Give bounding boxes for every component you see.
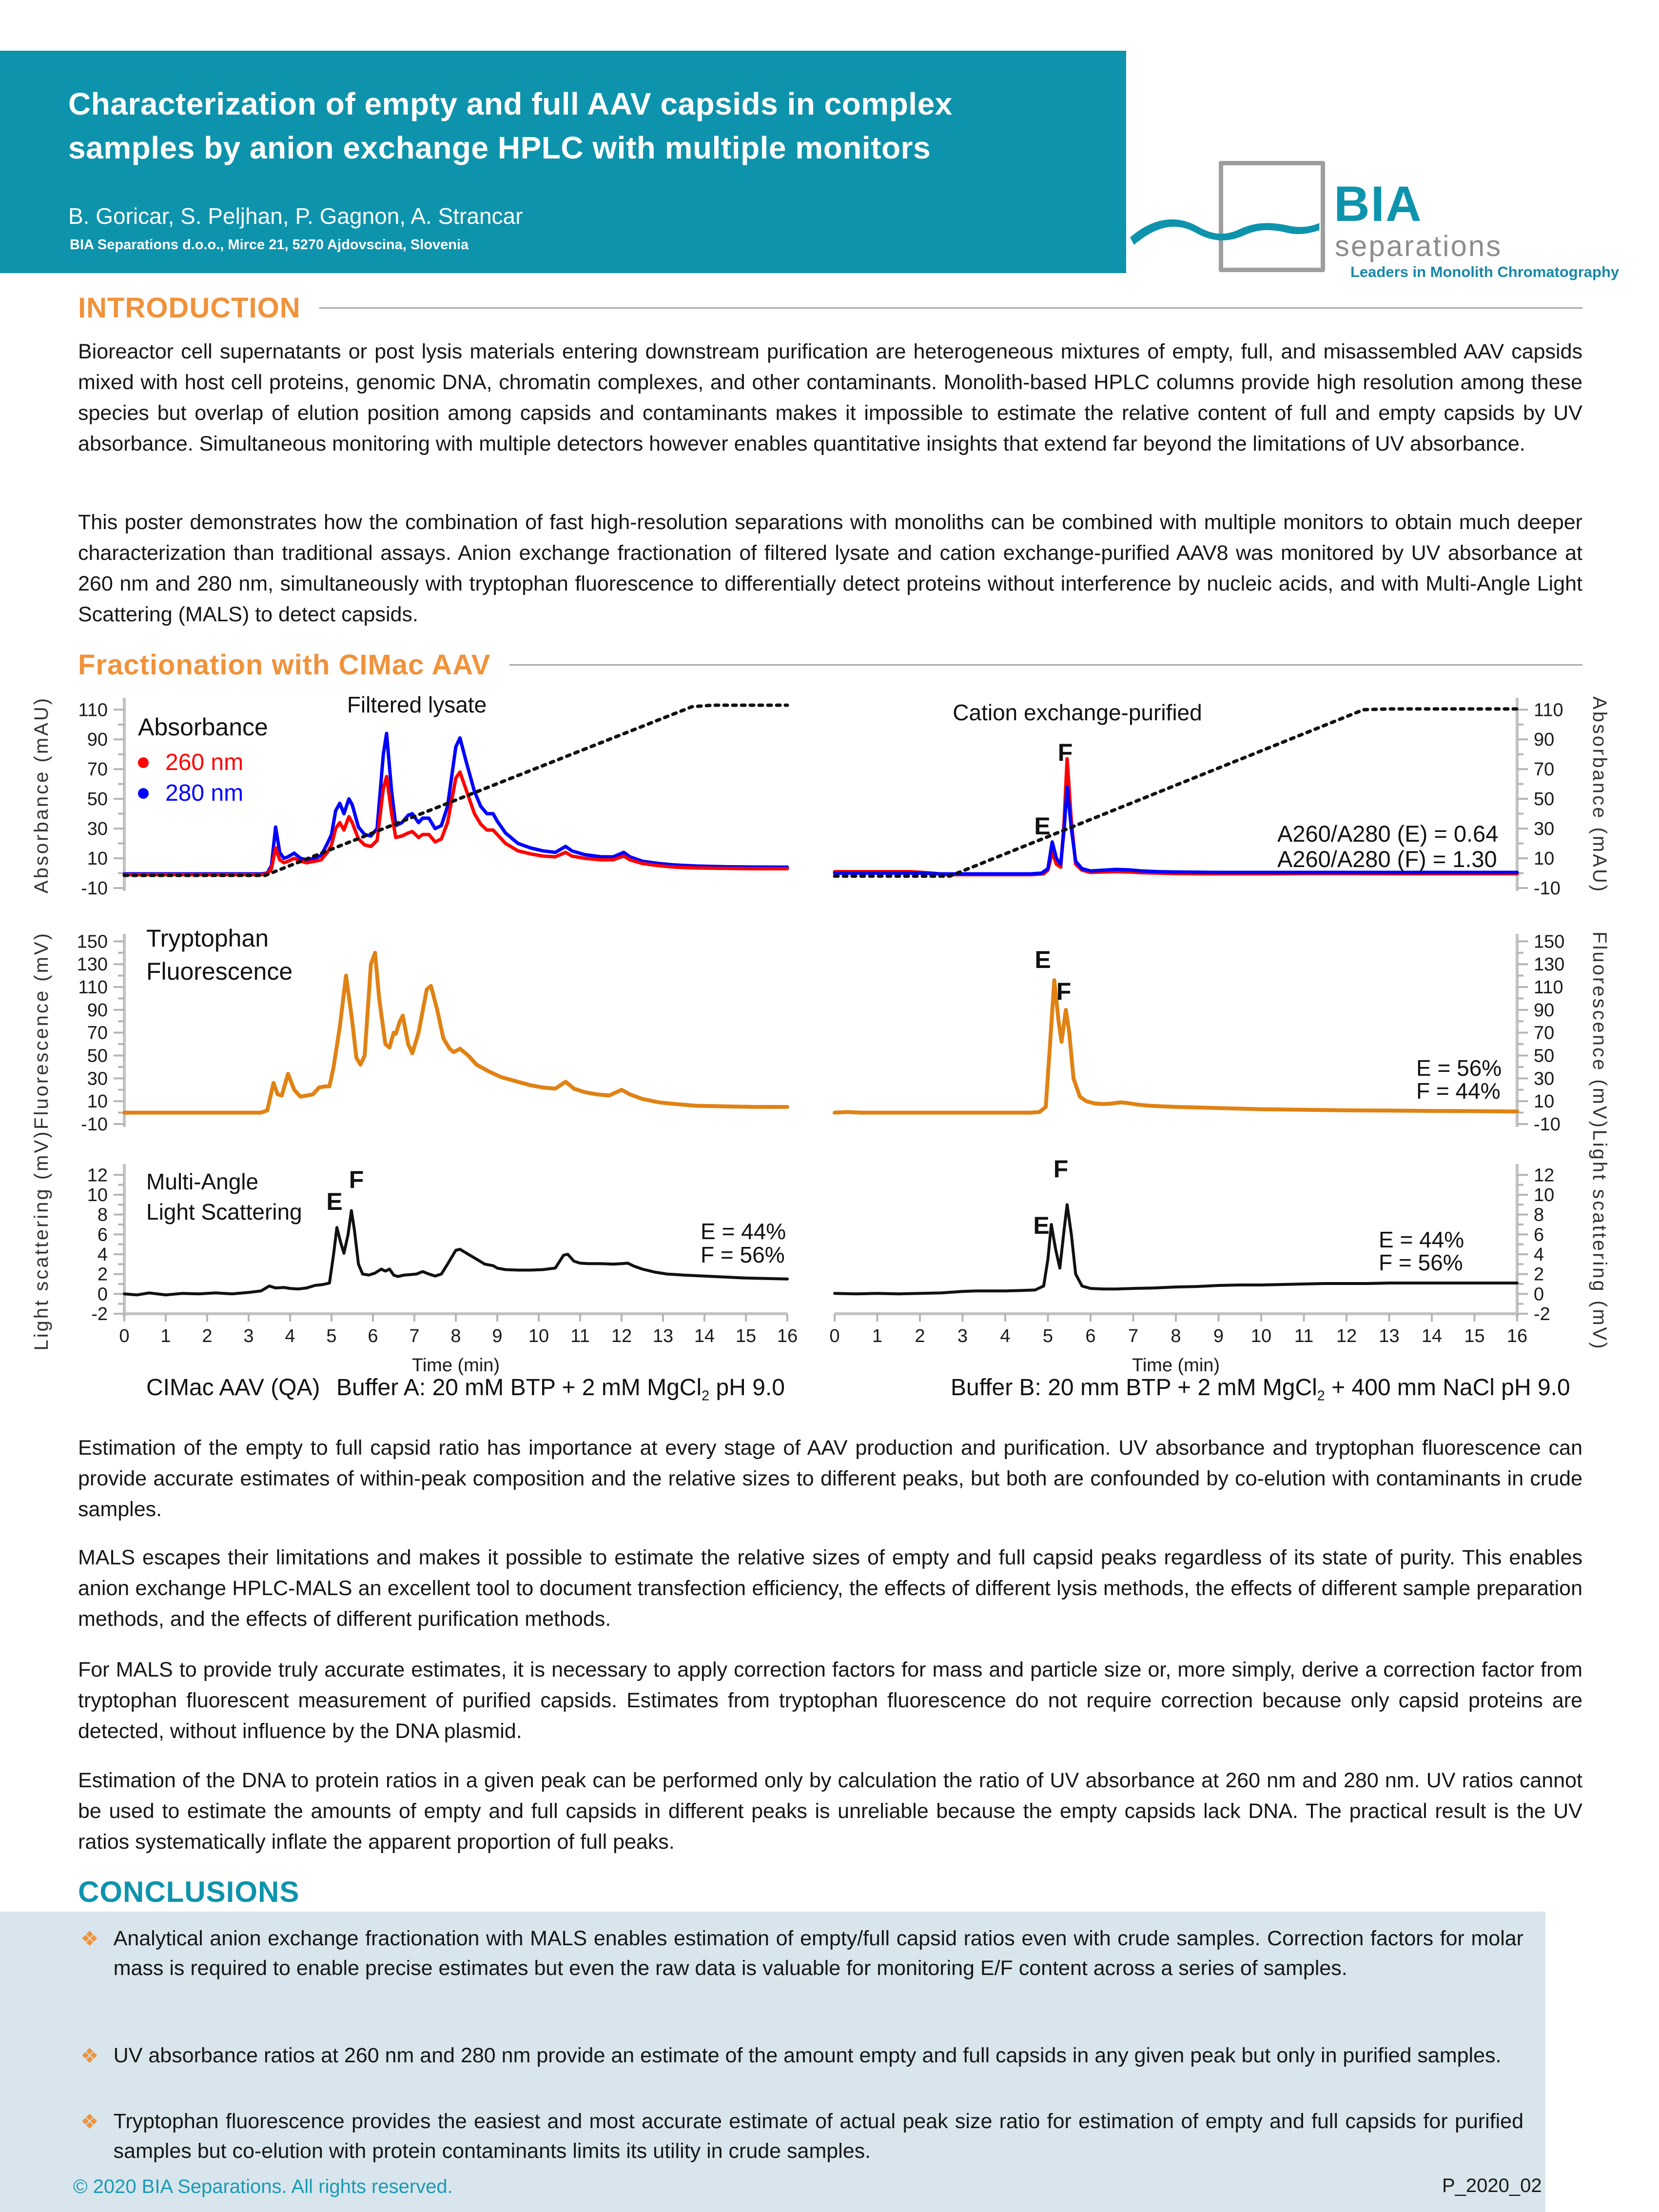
conclusion-bullet-2 <box>80 2041 1523 2071</box>
svg-text:F: F <box>1056 978 1072 1005</box>
fractionation-heading: Fractionation with CIMac AAV <box>78 649 491 681</box>
svg-text:6: 6 <box>97 1224 108 1245</box>
svg-text:90: 90 <box>87 730 108 750</box>
svg-text:Absorbance (mAU): Absorbance (mAU) <box>1589 696 1610 894</box>
legend-dot-280nm-icon <box>138 788 149 799</box>
discussion-paragraph-1: Estimation of the empty to full capsid ratio has importance at every stage of AAV production and purification. UV absorbance and tryptophan fluorescence can provide accurate estimates of within-peak composition and the relative sizes to different peaks, but both are confounded by co-elution with contaminants in crude samples. <box>78 1436 1582 1521</box>
diamond-bullet-icon: ❖ <box>80 2110 99 2133</box>
svg-text:10: 10 <box>87 849 108 869</box>
svg-text:10: 10 <box>87 1185 108 1205</box>
conclusion-bullet-1 <box>80 1924 1523 1983</box>
fluorescence-legend-line2: Fluorescence <box>146 958 293 985</box>
svg-text:90: 90 <box>1534 1000 1555 1021</box>
svg-text:E: E <box>1034 946 1051 973</box>
svg-text:12: 12 <box>1534 1165 1555 1186</box>
svg-text:2: 2 <box>202 1326 213 1346</box>
svg-text:150: 150 <box>77 931 108 952</box>
authors: B. Goricar, S. Peljhan, P. Gagnon, A. Strancar <box>68 203 523 229</box>
svg-text:13: 13 <box>1379 1326 1400 1346</box>
svg-text:Light scattering (mV): Light scattering (mV) <box>1589 1129 1610 1351</box>
buffer-a-caption <box>336 1374 785 1404</box>
mals-right-pct-full: F = 56% <box>1379 1250 1463 1275</box>
svg-text:2: 2 <box>97 1264 108 1285</box>
svg-text:10: 10 <box>1534 1091 1555 1112</box>
legend-label-280nm: 280 nm <box>165 780 244 806</box>
svg-text:E: E <box>1033 1212 1050 1239</box>
svg-text:-10: -10 <box>81 878 108 899</box>
svg-text:8: 8 <box>97 1205 108 1225</box>
svg-text:Time (min): Time (min) <box>411 1355 500 1376</box>
mals-right-pct-empty: E = 44% <box>1379 1227 1464 1252</box>
svg-text:8: 8 <box>450 1326 461 1346</box>
poster-code: P_2020_02 <box>1442 2175 1542 2196</box>
buffer-a-text: Buffer A: 20 mM BTP + 2 mM MgCl <box>336 1375 702 1401</box>
svg-text:50: 50 <box>1534 789 1555 810</box>
buffer-b-text: Buffer B: 20 mm BTP + 2 mM MgCl <box>951 1375 1317 1401</box>
mals-legend-line2: Light Scattering <box>146 1199 302 1224</box>
chart-title-filtered-lysate: Filtered lysate <box>347 692 487 717</box>
fluorescence-legend <box>146 922 293 988</box>
svg-text:4: 4 <box>285 1326 295 1346</box>
svg-text:0: 0 <box>119 1326 130 1346</box>
svg-text:3: 3 <box>243 1326 254 1346</box>
discussion-paragraph-3: For MALS to provide truly accurate estimates, it is necessary to apply correction factors for mass and particle size or, more simply, derive a correction factor from tryptophan fluorescent measurement of purified capsids. Estimates from tryptophan fluorescence do not require correction because only capsid proteins are detected, without influence by the DNA plasmid. <box>78 1658 1582 1743</box>
svg-text:110: 110 <box>78 977 108 998</box>
poster-title <box>68 82 953 170</box>
mals-legend-line1: Multi-Angle <box>146 1169 259 1194</box>
logo-tagline: Leaders in Monolith Chromatography <box>1350 263 1620 280</box>
svg-text:110: 110 <box>1534 977 1563 998</box>
logo-wave-icon <box>1130 204 1320 255</box>
introduction-heading: INTRODUCTION <box>78 292 301 324</box>
svg-text:-2: -2 <box>1534 1304 1550 1324</box>
poster-title-line2: samples by anion exchange HPLC with multiple monitors <box>68 130 931 165</box>
fluorescence-legend-line1: Tryptophan <box>146 925 269 952</box>
conclusions-heading: CONCLUSIONS <box>78 1876 300 1908</box>
discussion-paragraph-2: MALS escapes their limitations and makes it possible to estimate the relative sizes of empty and full capsid peaks regardless of its state of purity. This enables anion exchange HPLC-MALS an excellent tool to document transfection efficiency, the effects of different lysis methods, the effects of different sample preparation methods, and the effects of different purification methods. <box>78 1546 1582 1631</box>
svg-text:F: F <box>349 1166 364 1193</box>
svg-text:10: 10 <box>1534 1185 1555 1205</box>
diamond-bullet-icon: ❖ <box>80 2044 99 2068</box>
svg-text:-10: -10 <box>1534 1114 1561 1135</box>
logo-company-sub: separations <box>1335 230 1503 262</box>
svg-text:30: 30 <box>1534 819 1555 840</box>
svg-text:6: 6 <box>368 1326 378 1346</box>
svg-text:0: 0 <box>829 1326 840 1346</box>
heading-rule <box>509 664 1583 666</box>
diamond-bullet-icon: ❖ <box>80 1927 99 1951</box>
svg-text:5: 5 <box>1042 1326 1054 1346</box>
svg-text:E: E <box>326 1188 343 1215</box>
svg-text:12: 12 <box>87 1165 108 1186</box>
svg-text:Absorbance (mAU): Absorbance (mAU) <box>31 696 52 894</box>
conclusion-bullet-2-text: UV absorbance ratios at 260 nm and 280 nm provide an estimate of the amount empty and full capsids in any given peak but only in purified samples. <box>113 2044 1502 2067</box>
svg-text:12: 12 <box>1336 1326 1357 1346</box>
svg-text:2: 2 <box>1534 1264 1544 1285</box>
svg-text:4: 4 <box>1534 1244 1544 1265</box>
header-banner <box>0 51 1126 273</box>
intro-paragraph-2: This poster demonstrates how the combination of fast high-resolution separations with monoliths can be combined with multiple monitors to obtain much deeper characterization than traditional assays. Anion exchange fractionation of filtered lysate and cation exchange-purified AAV8 was monitored by UV absorbance at 260 nm and 280 nm, simultaneously with tryptophan fluorescence to differentially detect proteins without interference by nucleic acids, and with Multi-Angle Light Scattering (MALS) to detect capsids. <box>78 511 1582 626</box>
legend-260nm <box>138 749 268 776</box>
fluor-pct-full: F = 44% <box>1416 1078 1501 1104</box>
svg-text:1: 1 <box>872 1326 883 1346</box>
svg-text:7: 7 <box>1128 1326 1139 1346</box>
svg-text:70: 70 <box>1534 759 1555 780</box>
affiliation: BIA Separations d.o.o., Mirce 21, 5270 Ajdovscina, Slovenia <box>70 237 469 253</box>
svg-text:2: 2 <box>915 1326 925 1346</box>
svg-text:F: F <box>1053 1155 1069 1183</box>
svg-text:10: 10 <box>528 1326 549 1346</box>
svg-text:50: 50 <box>87 1046 108 1066</box>
discussion-paragraph-4: Estimation of the DNA to protein ratios in a given peak can be performed only by calculation the ratio of UV absorbance at 260 nm and 280 nm. UV ratios cannot be used to estimate the amounts of empty and full capsids in different peaks is unreliable because the empty capsids lack DNA. The practical result is the UV ratios systematically inflate the apparent proportion of full peaks. <box>78 1769 1582 1854</box>
svg-text:3: 3 <box>957 1326 968 1346</box>
svg-text:70: 70 <box>87 1023 108 1044</box>
svg-text:30: 30 <box>87 1068 108 1089</box>
svg-text:1: 1 <box>160 1326 171 1346</box>
uv-ratio-full: A260/A280 (F) = 1.30 <box>1277 846 1497 872</box>
svg-text:Fluorescence (mV): Fluorescence (mV) <box>1589 931 1610 1129</box>
svg-text:130: 130 <box>77 954 108 975</box>
svg-text:16: 16 <box>1506 1326 1528 1346</box>
logo-company-name: BIA <box>1334 176 1423 232</box>
svg-text:-2: -2 <box>91 1304 108 1324</box>
svg-text:70: 70 <box>87 759 108 780</box>
svg-text:E: E <box>1034 812 1051 840</box>
svg-text:8: 8 <box>1534 1205 1544 1225</box>
svg-text:11: 11 <box>1294 1326 1314 1346</box>
svg-text:8: 8 <box>1171 1326 1181 1346</box>
svg-text:9: 9 <box>1213 1326 1224 1346</box>
absorbance-legend-title: Absorbance <box>138 713 268 741</box>
svg-text:90: 90 <box>1534 730 1555 750</box>
conclusion-bullet-1-text: Analytical anion exchange fractionation with MALS enables estimation of empty/full capsid ratios even with crude samples. Correction factors for molar mass is required to enable precise estimates but even the raw data is valuable for monitoring E/F content across a series of samples. <box>113 1927 1523 1980</box>
svg-text:12: 12 <box>611 1326 632 1346</box>
svg-text:110: 110 <box>78 700 108 721</box>
svg-text:11: 11 <box>570 1326 590 1346</box>
buffer-b-ph: + 400 mm NaCl pH 9.0 <box>1325 1375 1570 1401</box>
poster-title-line1: Characterization of empty and full AAV capsids in complex <box>68 86 953 121</box>
svg-text:Time (min): Time (min) <box>1132 1355 1220 1376</box>
svg-text:9: 9 <box>492 1326 503 1346</box>
svg-text:-10: -10 <box>81 1114 108 1135</box>
fractionation-heading-row <box>78 649 1582 681</box>
svg-text:50: 50 <box>1534 1046 1555 1066</box>
svg-text:13: 13 <box>652 1326 674 1346</box>
svg-text:5: 5 <box>326 1326 337 1346</box>
svg-text:30: 30 <box>87 819 108 840</box>
svg-text:Fluorescence (mV): Fluorescence (mV) <box>31 931 52 1129</box>
svg-text:70: 70 <box>1534 1023 1555 1044</box>
absorbance-legend <box>138 713 268 807</box>
svg-text:15: 15 <box>735 1326 757 1346</box>
svg-text:0: 0 <box>97 1284 108 1305</box>
svg-text:6: 6 <box>1085 1326 1096 1346</box>
svg-text:50: 50 <box>87 789 108 810</box>
column-caption: CIMac AAV (QA) <box>146 1375 320 1401</box>
copyright-text: © 2020 BIA Separations. All rights reserved. <box>73 2176 453 2197</box>
introduction-heading-row <box>78 292 1582 324</box>
svg-text:14: 14 <box>694 1326 715 1346</box>
svg-text:4: 4 <box>1000 1326 1011 1346</box>
svg-text:15: 15 <box>1464 1326 1485 1346</box>
svg-text:7: 7 <box>409 1326 420 1346</box>
heading-rule <box>319 307 1582 309</box>
conclusion-bullet-3-text: Tryptophan fluorescence provides the easiest and most accurate estimate of actual peak size ratio for estimation of empty and full capsids for purified samples but co-elution with protein contaminants limits its utility in crude samples. <box>113 2110 1523 2163</box>
svg-text:Light scattering (mV): Light scattering (mV) <box>31 1129 52 1351</box>
fluor-pct-empty: E = 56% <box>1416 1055 1502 1081</box>
svg-text:10: 10 <box>1250 1326 1272 1346</box>
svg-text:130: 130 <box>1534 954 1565 975</box>
svg-text:150: 150 <box>1534 931 1565 952</box>
mals-legend <box>146 1166 302 1227</box>
uv-ratio-empty: A260/A280 (E) = 0.64 <box>1277 821 1499 847</box>
svg-text:30: 30 <box>1534 1068 1555 1089</box>
buffer-a-subscript: 2 <box>702 1388 710 1404</box>
legend-dot-260nm-icon <box>138 757 149 768</box>
chart-title-cation-exchange: Cation exchange-purified <box>953 700 1202 725</box>
mals-left-pct-empty: E = 44% <box>701 1219 786 1244</box>
conclusion-bullet-3 <box>80 2107 1523 2166</box>
buffer-b-caption <box>951 1374 1570 1404</box>
svg-text:0: 0 <box>1534 1284 1544 1305</box>
svg-text:4: 4 <box>97 1244 108 1265</box>
mals-left-pct-full: F = 56% <box>701 1242 785 1267</box>
svg-text:90: 90 <box>87 1000 108 1021</box>
legend-280nm <box>138 780 268 807</box>
buffer-a-ph: pH 9.0 <box>709 1375 785 1401</box>
svg-text:F: F <box>1057 739 1073 766</box>
intro-paragraph-1: Bioreactor cell supernatants or post lysis materials entering downstream purification are heterogeneous mixtures of empty, full, and misassembled AAV capsids mixed with host cell proteins, genomic DNA, chromatin complexes, and other contaminants. Monolith-based HPLC columns provide high resolution among these species but overlap of elution position among capsids and contaminants makes it impossible to estimate the relative content of full and empty capsids by UV absorbance. Simultaneous monitoring with multiple detectors however enables quantitative insights that extend far beyond the limitations of UV absorbance. <box>78 340 1582 455</box>
svg-text:14: 14 <box>1421 1326 1443 1346</box>
svg-text:10: 10 <box>1534 849 1555 869</box>
svg-text:-10: -10 <box>1534 878 1561 899</box>
legend-label-260nm: 260 nm <box>165 750 244 775</box>
svg-text:10: 10 <box>87 1091 108 1112</box>
svg-text:6: 6 <box>1534 1224 1544 1245</box>
svg-text:110: 110 <box>1534 700 1563 721</box>
svg-text:16: 16 <box>777 1326 798 1346</box>
buffer-b-subscript: 2 <box>1317 1388 1325 1404</box>
